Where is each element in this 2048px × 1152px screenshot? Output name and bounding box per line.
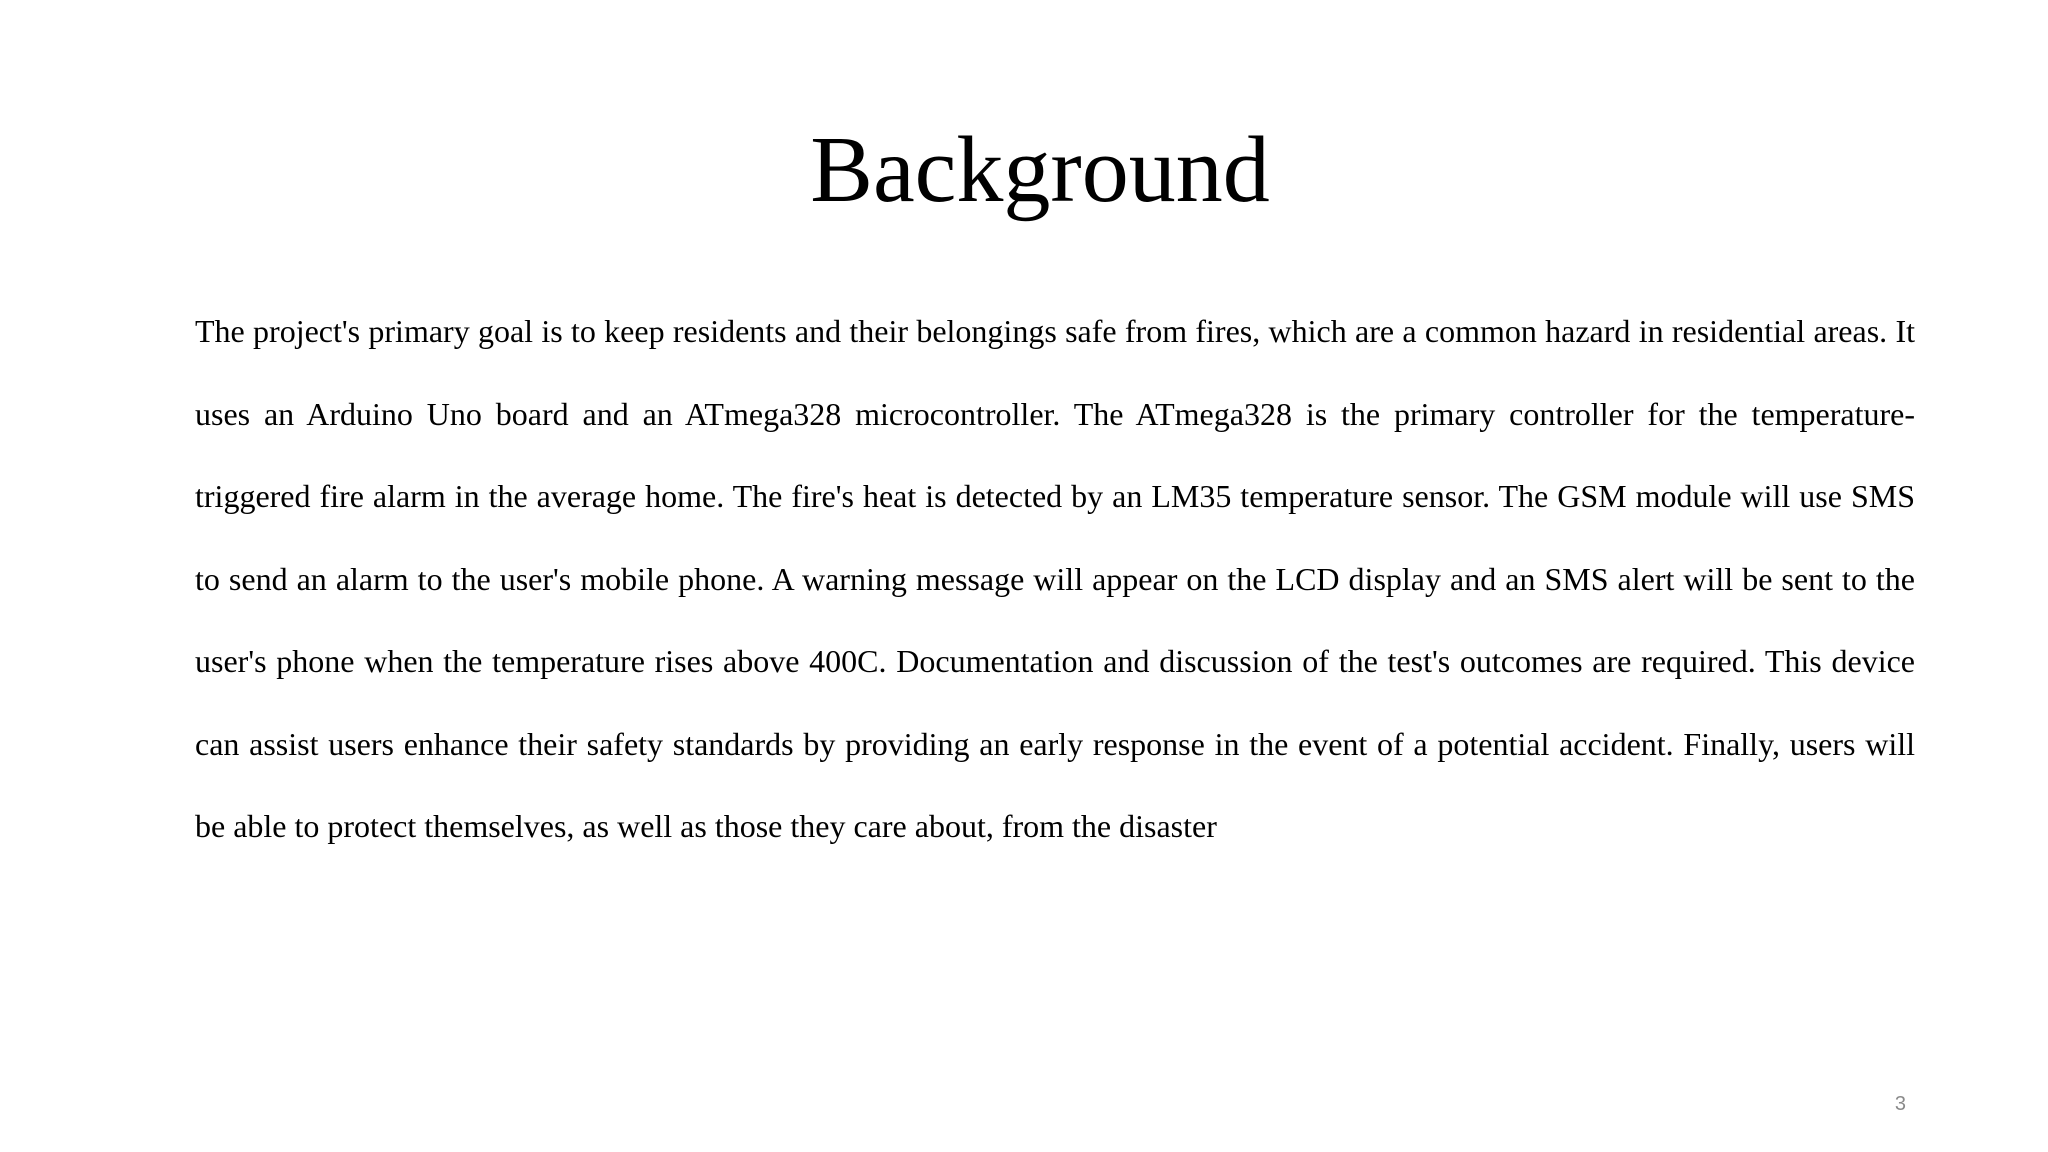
page-number: 3 xyxy=(1894,1093,1906,1115)
slide-body-paragraph: The project's primary goal is to keep residents and their belongings safe from fires, which are a common hazard in residential areas. It uses an Arduino Uno board and an ATmega328 microcontroller. The ATmega328 is the primary controller for the temperature-triggered fire alarm in the average home. The fire's heat is detected by an LM35 temperature sensor. The GSM module will use SMS to send an alarm to the user's mobile phone. A warning message will appear on the LCD display and an SMS alert will be sent to the user's phone when the temperature rises above 400C. Documentation and discussion of the test's outcomes are required. This device can assist users enhance their safety standards by providing an early response in the event of a potential accident. Finally, users will be able to protect themselves, as well as those they care about, from the disaster xyxy=(195,313,1915,844)
slide-title: Background xyxy=(810,118,1270,222)
